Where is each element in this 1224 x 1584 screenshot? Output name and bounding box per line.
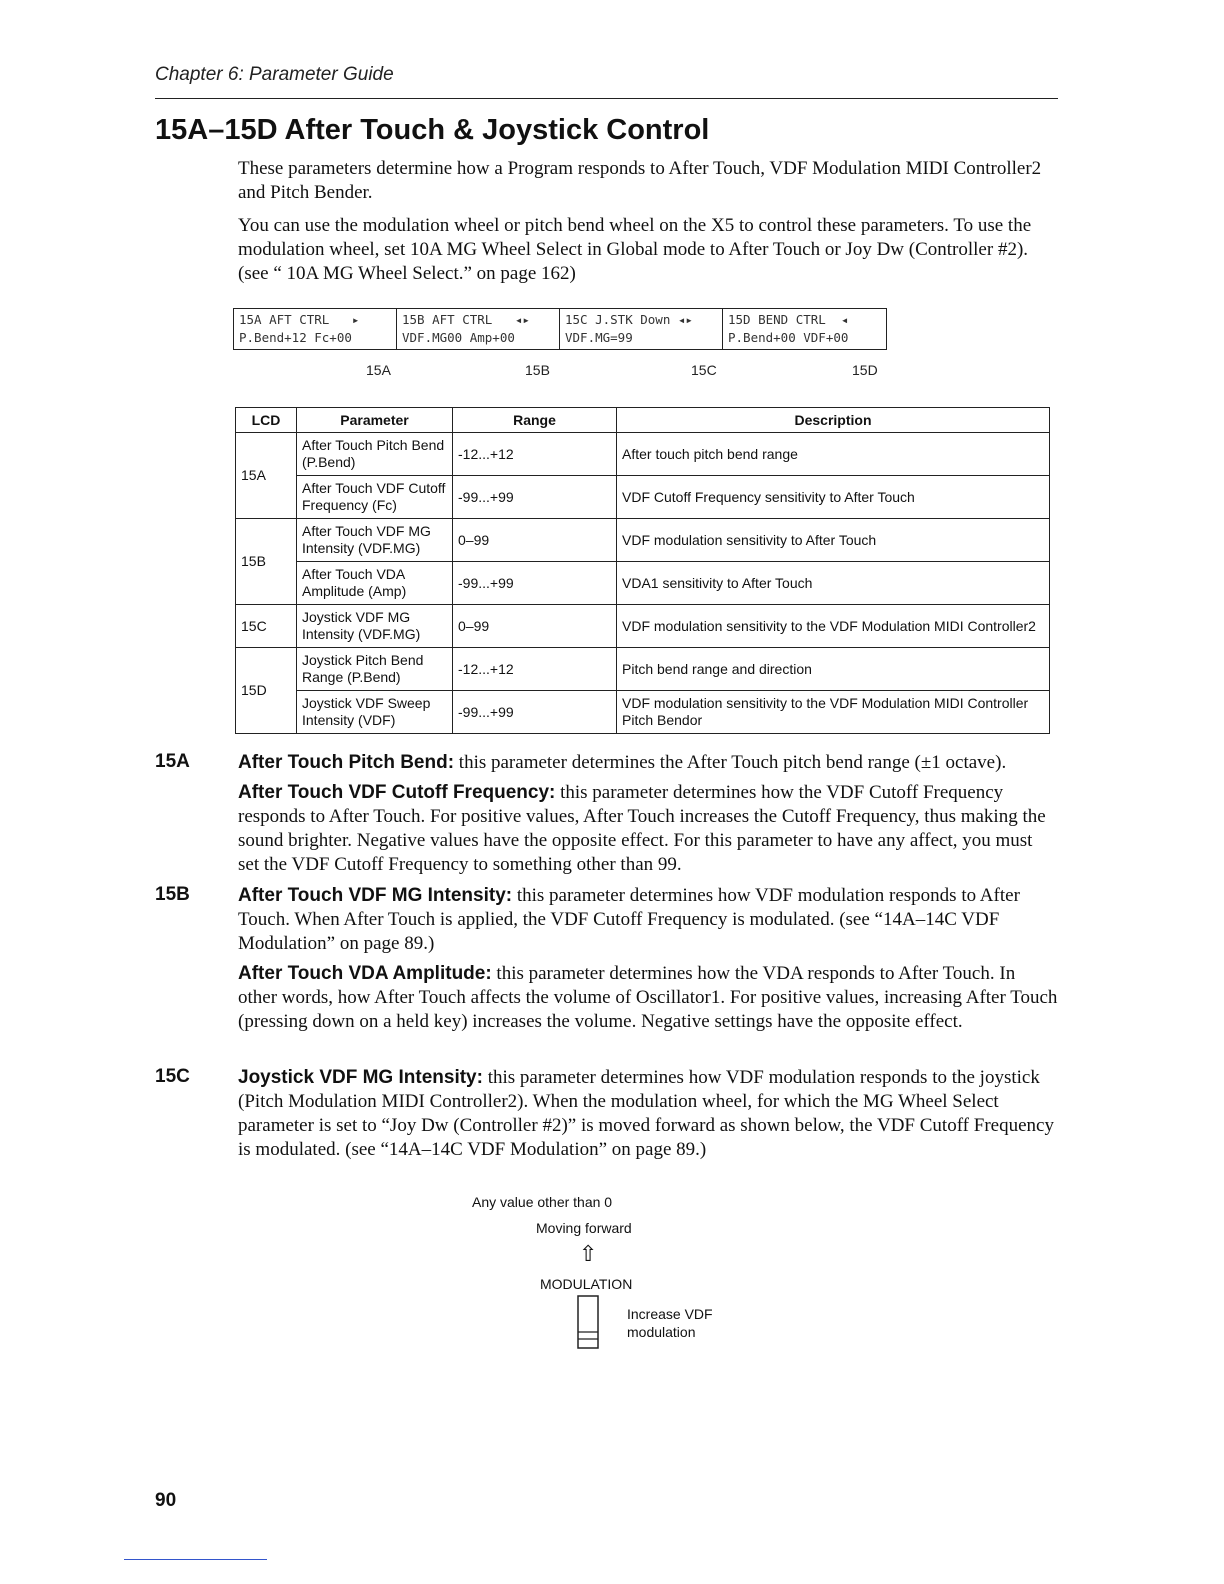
modulation-wheel-icon bbox=[576, 1294, 600, 1352]
lcd-label-15d: 15D bbox=[852, 362, 878, 378]
figure-wheel-label: MODULATION bbox=[540, 1276, 633, 1292]
parameter-cell: After Touch VDA Amplitude (Amp) bbox=[297, 562, 453, 605]
lcd-display-row bbox=[233, 308, 887, 350]
section-label-15b: 15B bbox=[155, 884, 190, 905]
term-joystick-vdf-mg: Joystick VDF MG Intensity: bbox=[238, 1067, 483, 1088]
intro-paragraph-1: These parameters determine how a Program responds to After Touch, VDF Modulation MIDI Controller2 and Pitch Bender. bbox=[238, 158, 1042, 203]
term-after-touch-vdf-mg: After Touch VDF MG Intensity: bbox=[238, 885, 513, 906]
paragraph-15a-pitch-bend: After Touch Pitch Bend: this parameter determines the After Touch pitch bend range (±1 octave). bbox=[238, 752, 1007, 773]
lcd-label-15c: 15C bbox=[691, 362, 717, 378]
section-label-15a: 15A bbox=[155, 751, 190, 772]
footer-rule bbox=[124, 1559, 267, 1560]
table-row bbox=[236, 476, 1050, 519]
lcd-cell: 15C bbox=[236, 605, 297, 648]
lcd-label-15b: 15B bbox=[525, 362, 550, 378]
parameter-cell: After Touch VDF Cutoff Frequency (Fc) bbox=[297, 476, 453, 519]
table-row bbox=[236, 648, 1050, 691]
lcd-15a: 15A AFT CTRL ▸ P.Bend+12 Fc+00 bbox=[234, 309, 397, 349]
parameter-cell: After Touch VDF MG Intensity (VDF.MG) bbox=[297, 519, 453, 562]
range-cell: -99...+99 bbox=[453, 691, 617, 734]
parameter-cell: After Touch Pitch Bend (P.Bend) bbox=[297, 433, 453, 476]
table-row bbox=[236, 433, 1050, 476]
description-cell: Pitch bend range and direction bbox=[617, 648, 1050, 691]
header-description: Description bbox=[617, 408, 1050, 433]
parameter-cell: Joystick Pitch Bend Range (P.Bend) bbox=[297, 648, 453, 691]
lcd-cell: 15A bbox=[236, 433, 297, 519]
up-arrow-icon: ⇧ bbox=[579, 1242, 598, 1267]
table-row bbox=[236, 691, 1050, 734]
description-cell: VDF modulation sensitivity to the VDF Modulation MIDI Controller2 bbox=[617, 605, 1050, 648]
table-row bbox=[236, 605, 1050, 648]
figure-result-line-2: modulation bbox=[627, 1324, 696, 1340]
page-number: 90 bbox=[155, 1490, 177, 1511]
paragraph-15c-joystick: Joystick VDF MG Intensity: this parameter determines how VDF modulation responds to the joystick (Pitch Modulation MIDI Controller2). When the modulation wheel, for which the MG Wheel Select parameter is set to “Joy Dw (Controller #2)” is moved forward as shown below, the VDF Cutoff Frequency is modulated. (see “14A–14C VDF Modulation” on page 89.) bbox=[238, 1067, 1054, 1160]
lcd-15b: 15B AFT CTRL ◂▸ VDF.MG00 Amp+00 bbox=[397, 309, 560, 349]
figure-caption-moving-forward: Moving forward bbox=[536, 1220, 632, 1236]
intro-paragraph-2: You can use the modulation wheel or pitch bend wheel on the X5 to control these parameters. To use the modulation wheel, set 10A MG Wheel Select in Global mode to After Touch or Joy Dw (Controller #2). (see “ 10A MG Wheel Select.” on page 162) bbox=[238, 215, 1032, 284]
lcd-15c: 15C J.STK Down ◂▸ VDF.MG=99 bbox=[560, 309, 723, 349]
figure-caption-any-value: Any value other than 0 bbox=[472, 1194, 613, 1210]
range-cell: 0–99 bbox=[453, 519, 617, 562]
section-label-15c: 15C bbox=[155, 1066, 190, 1087]
table-row bbox=[236, 562, 1050, 605]
description-cell: VDF modulation sensitivity to After Touch bbox=[617, 519, 1050, 562]
range-cell: 0–99 bbox=[453, 605, 617, 648]
lcd-cell: 15B bbox=[236, 519, 297, 605]
description-cell: After touch pitch bend range bbox=[617, 433, 1050, 476]
chapter-header: Chapter 6: Parameter Guide bbox=[155, 64, 394, 85]
term-after-touch-vdf-cutoff: After Touch VDF Cutoff Frequency: bbox=[238, 782, 556, 803]
table-row bbox=[236, 519, 1050, 562]
parameter-table bbox=[235, 407, 1050, 734]
paragraph-15b-amplitude: After Touch VDA Amplitude: this parameter determines how the VDA responds to After Touch. In other words, how After Touch affects the volume of Oscillator1. For positive values, increasing After Touch (pressing down on a held key) increases the volume. Negative settings have the opposite effect. bbox=[238, 963, 1058, 1032]
paragraph-15b-mg-intensity: After Touch VDF MG Intensity: this parameter determines how VDF modulation responds to After Touch. When After Touch is applied, the VDF Cutoff Frequency is modulated. (see “14A–14C VDF Modulation” on page 89.) bbox=[238, 885, 1020, 954]
figure-result-line-1: Increase VDF bbox=[627, 1306, 713, 1322]
table-header-row bbox=[236, 408, 1050, 433]
lcd-label-15a: 15A bbox=[366, 362, 391, 378]
term-after-touch-vda-amplitude: After Touch VDA Amplitude: bbox=[238, 963, 492, 984]
lcd-15d: 15D BEND CTRL ◂ P.Bend+00 VDF+00 bbox=[728, 312, 849, 345]
description-cell: VDA1 sensitivity to After Touch bbox=[617, 562, 1050, 605]
header-rule bbox=[155, 98, 1058, 99]
lcd-cell: 15D bbox=[236, 648, 297, 734]
description-cell: VDF modulation sensitivity to the VDF Modulation MIDI Controller Pitch Bendor bbox=[617, 691, 1050, 734]
paragraph-15a-cutoff: After Touch VDF Cutoff Frequency: this parameter determines how the VDF Cutoff Frequency responds to After Touch. For positive values, After Touch increases the Cutoff Frequency, thus making the sound brighter. Negative values have the opposite effect. For this parameter to have any affect, you must set the VDF Cutoff Frequency to something other than 99. bbox=[238, 782, 1046, 875]
term-after-touch-pitch-bend: After Touch Pitch Bend: bbox=[238, 752, 455, 773]
range-cell: -12...+12 bbox=[453, 648, 617, 691]
description-cell: VDF Cutoff Frequency sensitivity to After Touch bbox=[617, 476, 1050, 519]
parameter-cell: Joystick VDF MG Intensity (VDF.MG) bbox=[297, 605, 453, 648]
header-lcd: LCD bbox=[236, 408, 297, 433]
range-cell: -99...+99 bbox=[453, 476, 617, 519]
section-title: 15A–15D After Touch & Joystick Control bbox=[155, 114, 710, 146]
parameter-cell: Joystick VDF Sweep Intensity (VDF) bbox=[297, 691, 453, 734]
range-cell: -12...+12 bbox=[453, 433, 617, 476]
range-cell: -99...+99 bbox=[453, 562, 617, 605]
header-range: Range bbox=[453, 408, 617, 433]
header-parameter: Parameter bbox=[297, 408, 453, 433]
